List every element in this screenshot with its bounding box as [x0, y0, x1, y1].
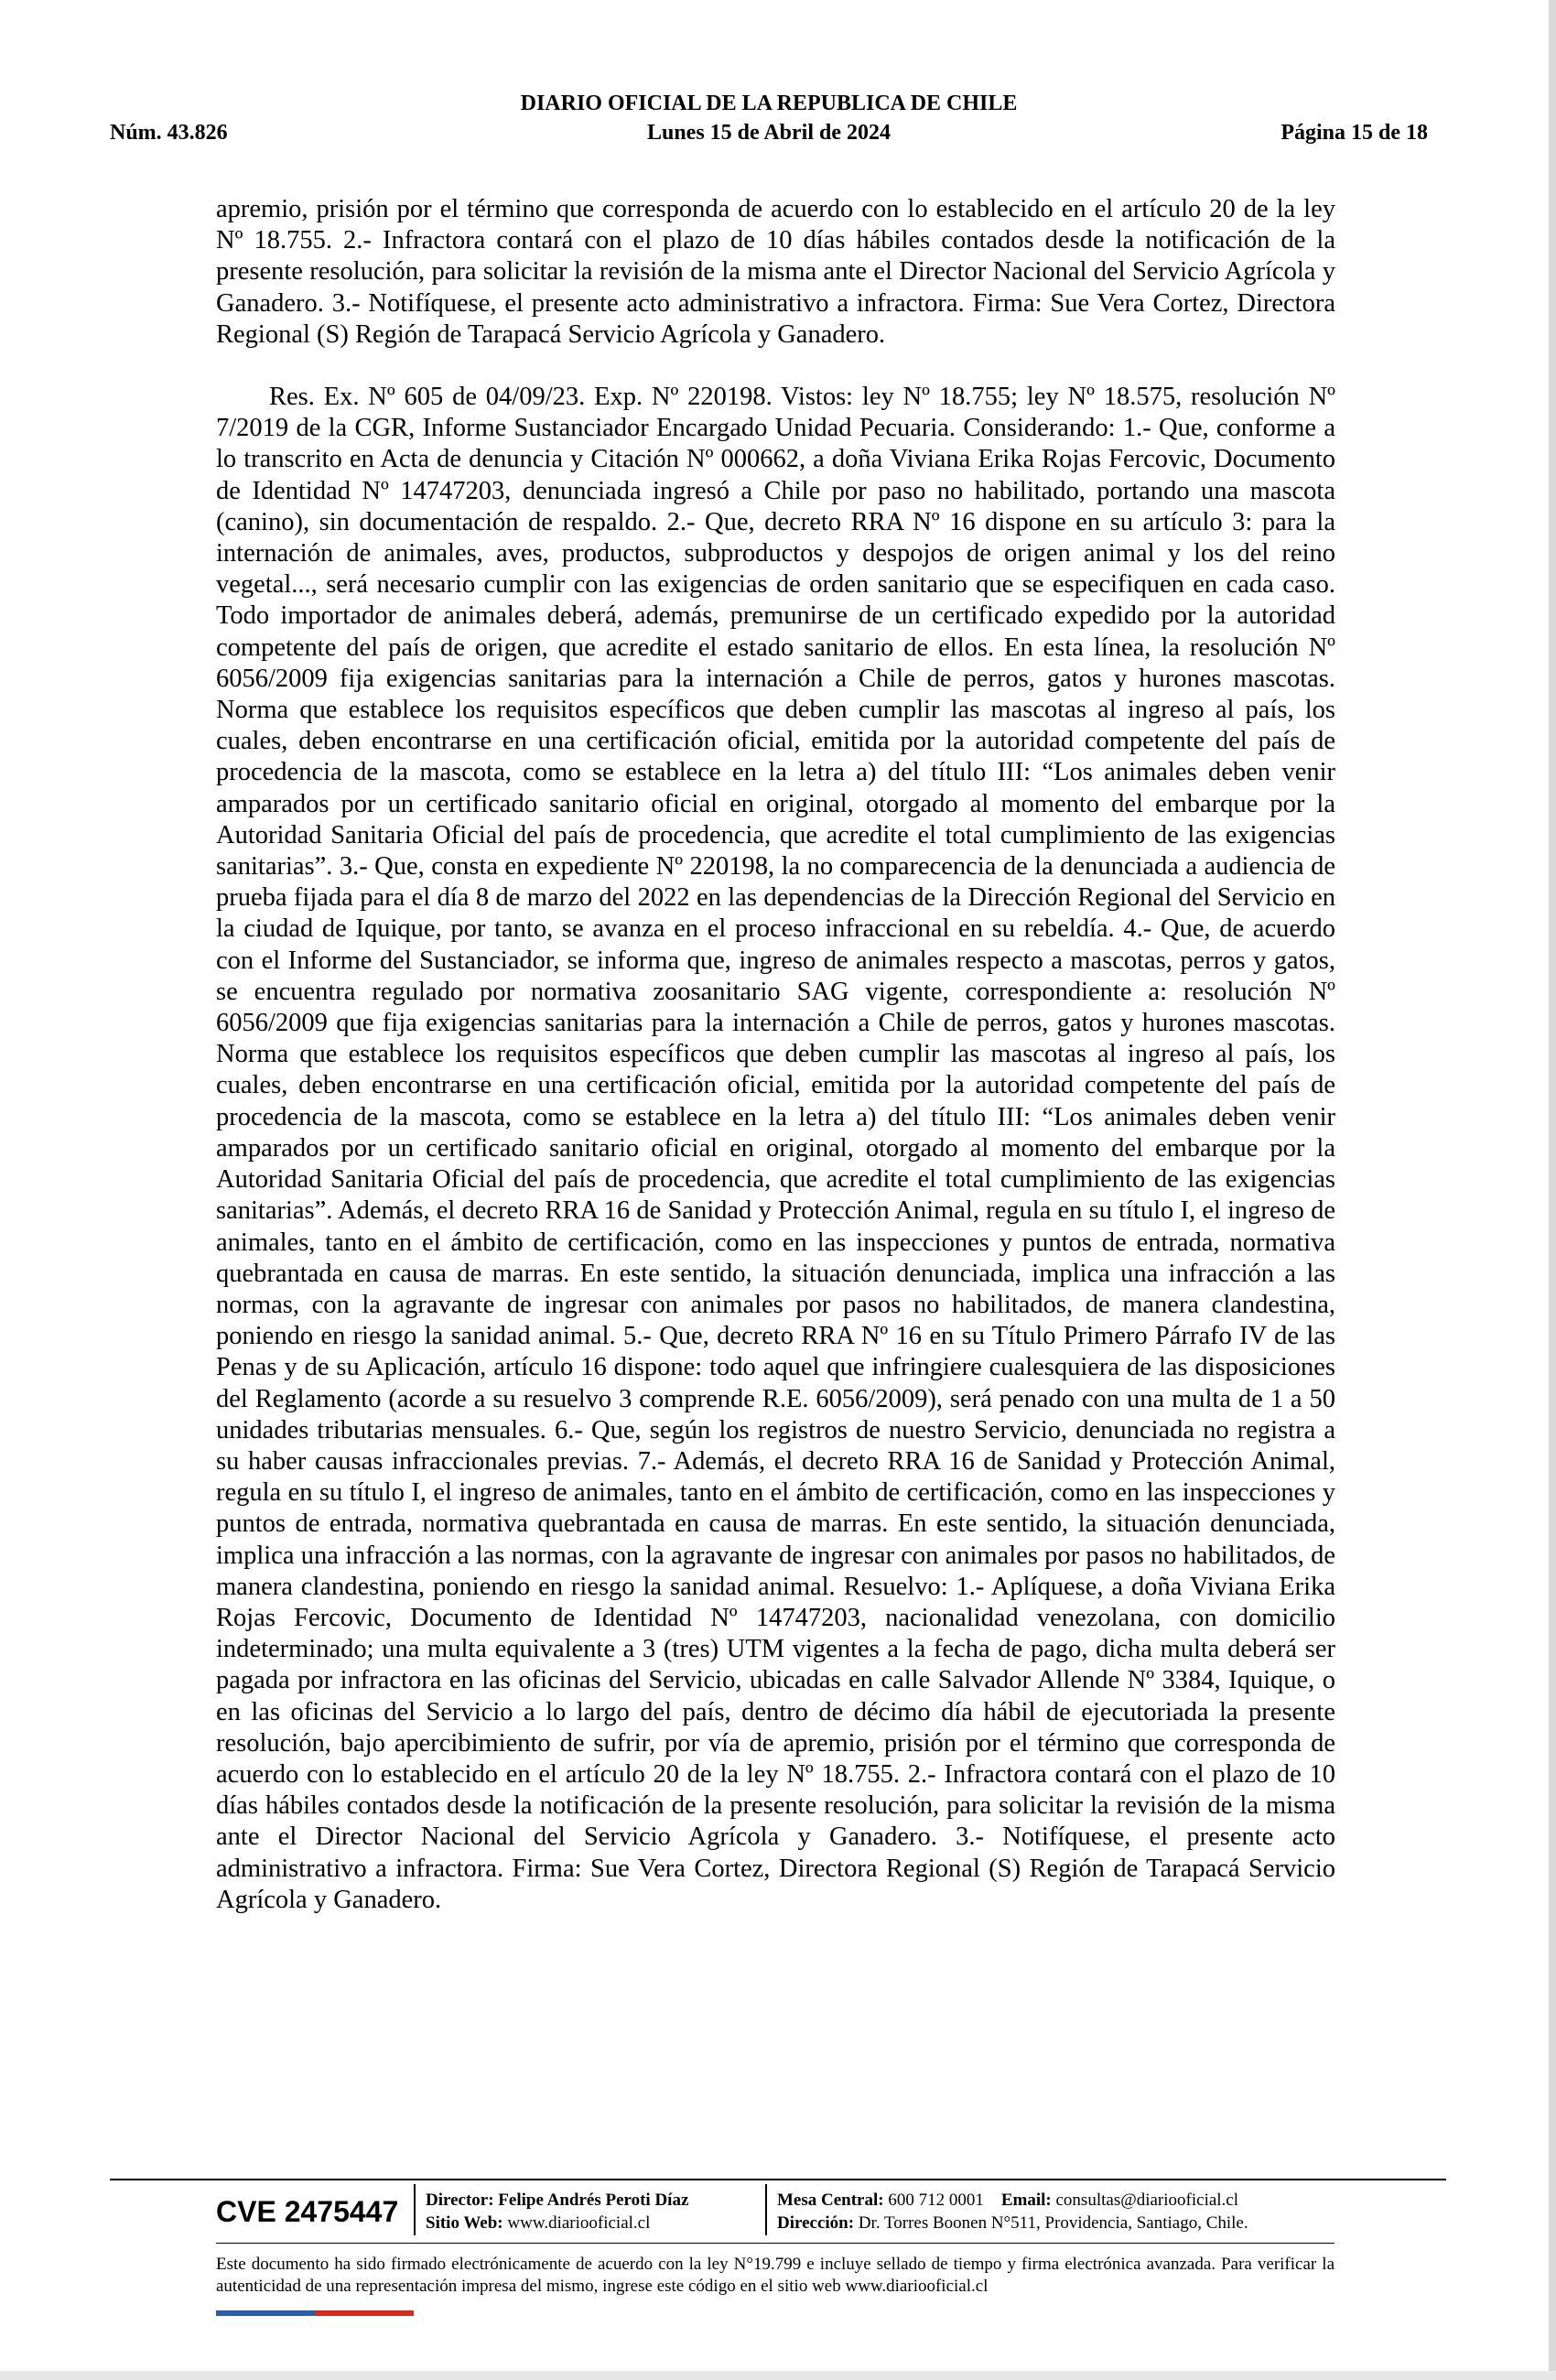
- director-label: Director:: [426, 2191, 494, 2210]
- page-header: [110, 92, 1428, 146]
- address-value: Dr. Torres Boonen N°511, Providencia, Santiago, Chile.: [858, 2213, 1248, 2233]
- page-edge: [1549, 0, 1556, 2380]
- phone-value: 600 712 0001: [888, 2191, 984, 2210]
- legal-notice: Este documento ha sido firmado electrónicamente de acuerdo con la ley N°19.799 e incluye sellado de tiempo y firma electrónica avanzada. Para verificar la autenticidad de una representación impresa del mismo, ingrese este código en el sitio web www.diariooficial.cl: [216, 2255, 1334, 2296]
- issue-date: Lunes 15 de Abril de 2024: [646, 121, 891, 145]
- site-link[interactable]: www.diariooficial.cl: [507, 2213, 651, 2233]
- footer-contact-block: [777, 2189, 1248, 2234]
- flag-red-segment: [315, 2310, 414, 2316]
- email-link[interactable]: consultas@diariooficial.cl: [1055, 2191, 1239, 2210]
- director-name: Felipe Andrés Peroti Díaz: [498, 2191, 689, 2210]
- paragraph-continuation: apremio, prisión por el término que corresponda de acuerdo con lo establecido en el artículo 20 de la ley Nº 18.755. 2.- Infractora contará con el plazo de 10 días hábiles contados desde la notificación de la presente resolución, para solicitar la revisión de la misma ante el Director Nacional del Servicio Agrícola y Ganadero. 3.- Notifíquese, el presente acto administrativo a infractora. Firma: Sue Vera Cortez, Directora Regional (S) Región de Tarapacá Servicio Agrícola y Ganadero.: [216, 195, 1335, 349]
- header-row: [110, 121, 1428, 148]
- cve-code: CVE 2475447: [216, 2195, 399, 2228]
- issue-number: Núm. 43.826: [110, 121, 228, 145]
- footer-top-rule: [110, 2179, 1446, 2180]
- page-number: Página 15 de 18: [1280, 121, 1428, 145]
- cve-box: [216, 2184, 405, 2239]
- email-label: Email:: [1000, 2191, 1052, 2210]
- footer-director-block: [426, 2189, 688, 2234]
- page-edge-bottom: [0, 2371, 1556, 2380]
- newspaper-title: DIARIO OFICIAL DE LA REPUBLICA DE CHILE: [520, 92, 1018, 115]
- site-label: Sitio Web:: [426, 2213, 503, 2233]
- address-label: Dirección:: [777, 2213, 855, 2233]
- paragraph-resolution: Res. Ex. Nº 605 de 04/09/23. Exp. Nº 220198. Vistos: ley Nº 18.755; ley Nº 18.575, resolución Nº 7/2019 de la CGR, Informe Sustanciador Encargado Unidad Pecuaria. Considerando: 1.- Que, conforme a lo transcrito en Acta de denuncia y Citación Nº 000662, a doña Viviana Erika Rojas Fercovic, Documento de Identidad Nº 14747203, denunciada ingresó a Chile por paso no habilitado, portando una mascota (canino), sin documentación de respaldo. 2.- Que, decreto RRA Nº 16 dispone en su artículo 3: para la internación de animales, aves, productos, subproductos y despojos de origen animal y los del reino vegetal..., será necesario cumplir con las exigencias de orden sanitario que se especifiquen en cada caso. Todo importador de animales deberá, además, premunirse de un certificado expedido por la autoridad competente del país de origen, que acredite el estado sanitario de ellos. En esta línea, la resolución Nº 6056/2009 fija exigencias sanitarias para la internación a Chile de perros, gatos y hurones mascotas. Norma que establece los requisitos específicos que deben cumplir las mascotas al ingreso al país, los cuales, deben encontrarse en una certificación oficial, emitida por la autoridad competente del país de procedencia de la mascota, como se establece en la letra a) del título III: “Los animales deben venir amparados por un certificado sanitario oficial en original, otorgado al momento del embarque por la Autoridad Sanitaria Oficial del país de procedencia, que acredite el total cumplimiento de las exigencias sanitarias”. 3.- Que, consta en expediente Nº 220198, la no comparecencia de la denunciada a audiencia de prueba fijada para el día 8 de marzo del 2022 en las dependencias de la Dirección Regional del Servicio en la ciudad de Iquique, por tanto, se avanza en el proceso infraccional en su rebeldía. 4.- Que, de acuerdo con el Informe del Sustanciador, se informa que, ingreso de animales respecto a mascotas, perros y gatos, se encuentra regulado por normativa zoosanitario SAG vigente, correspondiente a: resolución Nº 6056/2009 que fija exigencias sanitarias para la internación a Chile de perros, gatos y hurones mascotas. Norma que establece los requisitos específicos que deben cumplir las mascotas al ingreso al país, los cuales, deben encontrarse en una certificación oficial, emitida por la autoridad competente del país de procedencia de la mascota, como se establece en la letra a) del título III: “Los animales deben venir amparados por un certificado sanitario oficial en original, otorgado al momento del embarque por la Autoridad Sanitaria Oficial del país de procedencia, que acredite el total cumplimiento de las exigencias sanitarias”. Además, el decreto RRA 16 de Sanidad y Protección Animal, regula en su título I, el ingreso de animales, tanto en el ámbito de certificación, como en las inspecciones y puntos de entrada, normativa quebrantada en causa de marras. En este sentido, la situación denunciada, implica una infracción a las normas, con la agravante de ingresar con animales por pasos no habilitados, de manera clandestina, poniendo en riesgo la sanidad animal. 5.- Que, decreto RRA Nº 16 en su Título Primero Párrafo IV de las Penas y de su Aplicación, artículo 16 dispone: todo aquel que infringiere cualesquiera de las disposiciones del Reglamento (acorde a su resuelvo 3 comprende R.E. 6056/2009), será penado con una multa de 1 a 50 unidades tributarias mensuales. 6.- Que, según los registros de nuestro Servicio, denunciada no registra a su haber causas infraccionales previas. 7.- Además, el decreto RRA 16 de Sanidad y Protección Animal, regula en su título I, el ingreso de animales, tanto en el ámbito de certificación, como en las inspecciones y puntos de entrada, normativa quebrantada en causa de marras. En este sentido, la situación denunciada, implica una infracción a las normas, con la agravante de ingresar con animales por pasos no habilitados, de manera clandestina, poniendo en riesgo la sanidad animal. Resuelvo: 1.- Aplíquese, a doña Viviana Erika Rojas Fercovic, Documento de Identidad Nº 14747203, nacionalidad venezolana, con domicilio indeterminado; una multa equivalente a 3 (tres) UTM vigentes a la fecha de pago, dicha multa deberá ser pagada por infractora en las oficinas del Servicio, ubicadas en calle Salvador Allende Nº 3384, Iquique, o en las oficinas del Servicio a lo largo del país, dentro de décimo día hábil de ejecutoriada la presente resolución, bajo apercibimiento de sufrir, por vía de apremio, prisión por el término que corresponda de acuerdo con lo establecido en el artículo 20 de la ley Nº 18.755. 2.- Infractora contará con el plazo de 10 días hábiles contados desde la notificación de la presente resolución, para solicitar la revisión de la misma ante el Director Nacional del Servicio Agrícola y Ganadero. 3.- Notifíquese, el presente acto administrativo a infractora. Firma: Sue Vera Cortez, Directora Regional (S) Región de Tarapacá Servicio Agrícola y Ganadero.: [216, 383, 1335, 1914]
- footer-divider-1: [414, 2184, 416, 2235]
- footer-divider-2: [765, 2184, 767, 2235]
- phone-label: Mesa Central:: [777, 2191, 884, 2210]
- flag-blue-segment: [216, 2310, 315, 2316]
- footer-bottom-rule: [216, 2243, 1334, 2244]
- document-body: [216, 194, 1335, 1916]
